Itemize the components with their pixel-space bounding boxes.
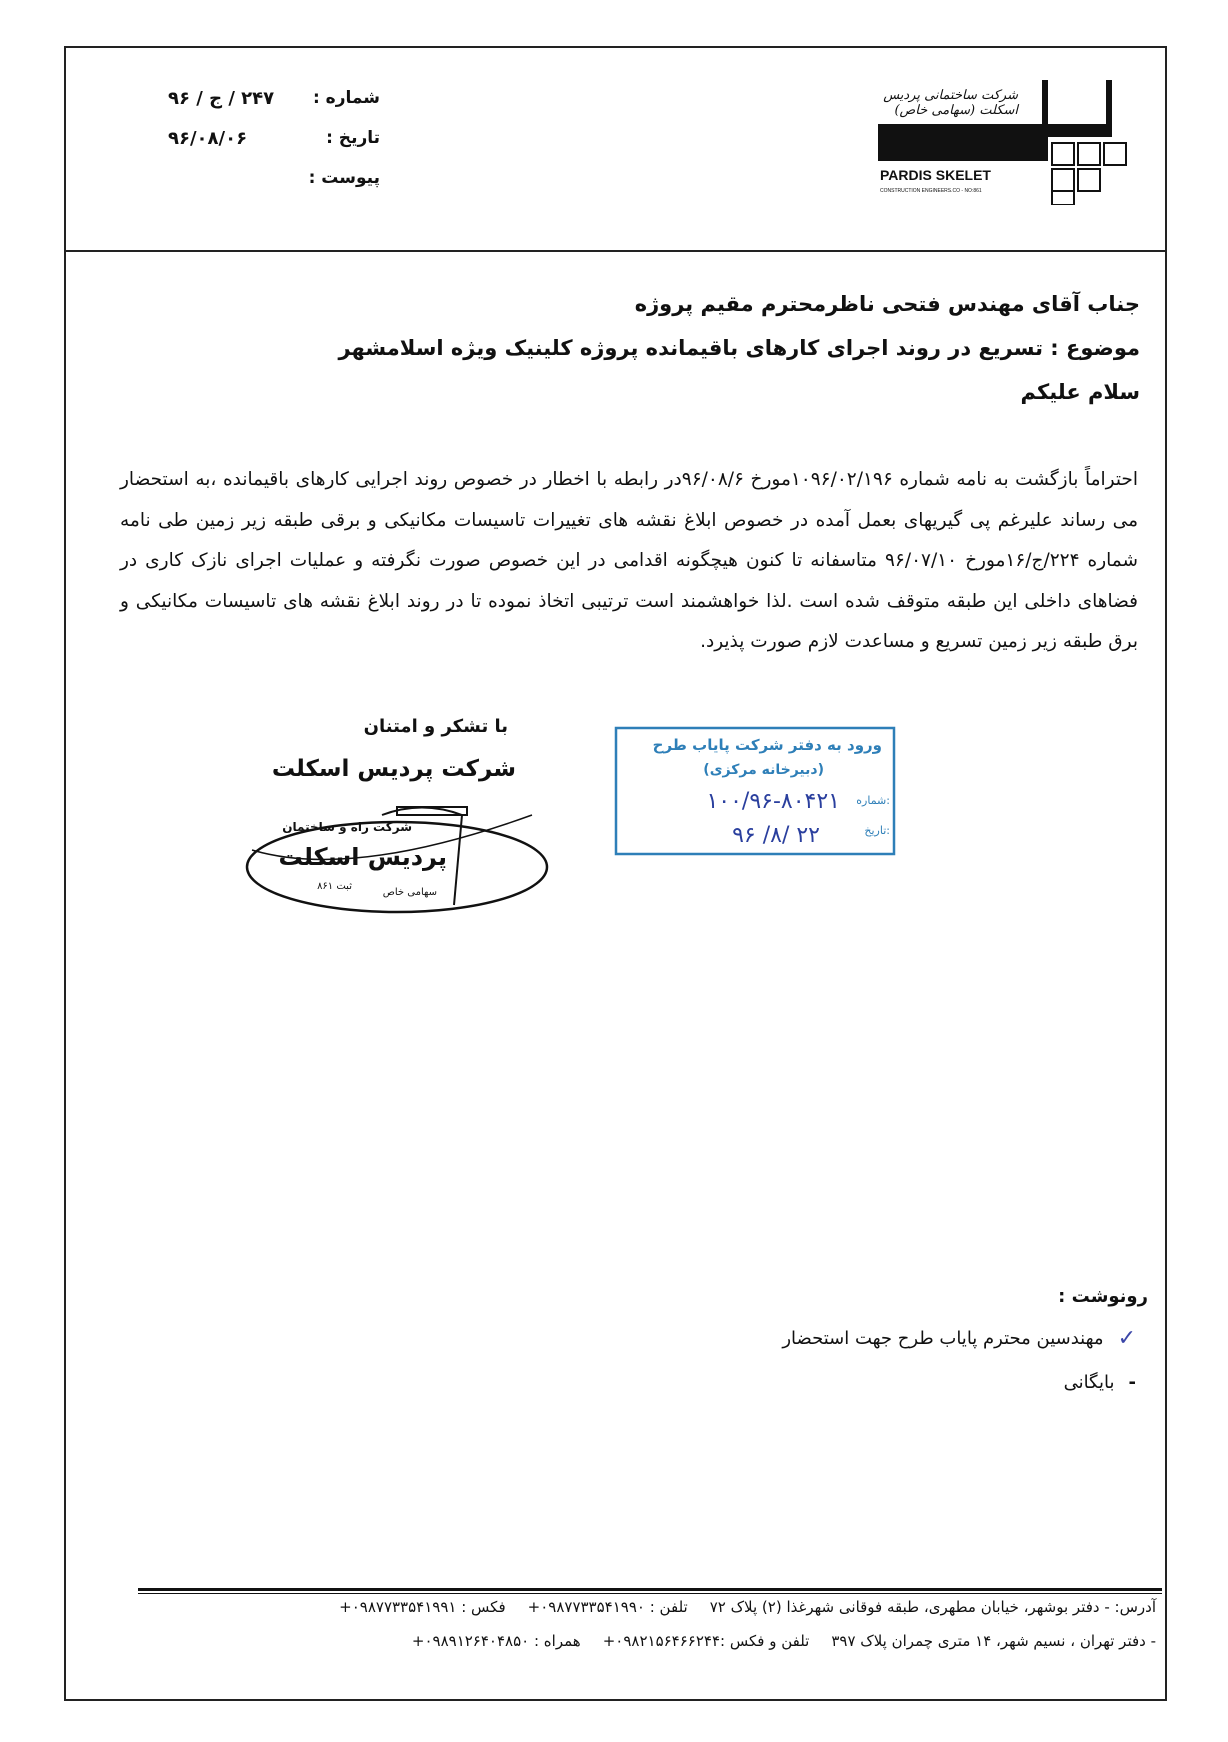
number-row [150, 78, 380, 118]
stamp-line-1: ورود به دفتر شرکت پایاب طرح [652, 736, 882, 754]
checkmark-icon: ✓ [1117, 1326, 1136, 1351]
seal-line-3: سهامی خاص [382, 887, 437, 898]
seal-line-1: شرکت راه و ساختمان [282, 820, 412, 834]
cc-item [1064, 1372, 1136, 1393]
stamp-date-label: تاریخ: [864, 824, 890, 837]
date-label: تاریخ : [326, 128, 380, 148]
received-stamp-icon [614, 726, 896, 856]
attachment-row [150, 158, 380, 198]
attachment-label: پیوست : [308, 168, 380, 188]
cc-item-text: بایگانی [1063, 1372, 1115, 1393]
signatory-name: شرکت پردیس اسکلت [271, 756, 516, 782]
footer-fax-1: فکس : ۰۹۸۷۷۳۳۵۴۱۹۹۱+ [339, 1598, 506, 1616]
body-text: احتراماً بازگشت به نامه شماره ۱۰۹۶/۰۲/۱۹۶مورخ ۹۶/۰۸/۶در رابطه با اخطار در خصوص روند اجرایی کارهای باقیمانده ،به استحضار می رساند علیرغم پی گیریهای بعمل آمده در خصوص ابلاغ نقشه های تغییرات تاسیسات مکانیکی و برقی طبقه زیر زمین طی نامه شماره ۲۲۴/ج/۱۶مورخ ۹۶/۰۷/۱۰ متاسفانه تا کنون هیچگونه اقدامی در این خصوص صورت نگرفته و عملیات اجرای نازک کاری در فضاهای داخلی این طبقه متوقف شده است .لذا خواهشمند است ترتیبی اتخاذ نموده تا در روند ابلاغ نقشه های تاسیسات مکانیکی و برق طبقه زیر زمین تسریع و مساعدت لازم صورت پذیرد. [120, 469, 1139, 652]
company-logo [868, 80, 1130, 205]
stamp-number-label: شماره: [856, 794, 890, 807]
logo-mark-icon [868, 80, 1130, 205]
footer-tel-1: تلفن : ۰۹۸۷۷۳۳۵۴۱۹۹۰+ [527, 1598, 688, 1616]
greeting-line: سلام علیکم [1020, 380, 1140, 404]
company-seal-icon [232, 795, 562, 920]
stamp-line-2: (دبیرخانه مرکزی) [703, 762, 824, 778]
footer-mobile-2: همراه : ۰۹۸۹۱۲۶۴۰۴۸۵۰+ [411, 1632, 581, 1650]
header-divider [66, 250, 1166, 252]
date-value: ۹۶/۰۸/۰۶ [168, 127, 248, 149]
seal-line-2: پردیس اسکلت [278, 843, 447, 871]
cc-title: رونوشت : [1058, 1286, 1148, 1307]
addressee-line: جناب آقای مهندس فتحی ناظرمحترم مقیم پروژه [634, 292, 1140, 316]
cc-item [782, 1326, 1136, 1351]
footer-address-1: آدرس: - دفتر بوشهر، خیابان مطهری، طبقه فوقانی شهرغذا (۲) پلاک ۷۲ [709, 1598, 1156, 1616]
logo-name: PARDIS SKELET [880, 167, 991, 183]
logo-script-text: شرکت ساختمانی پردیس اسکلت (سهامی خاص) [883, 88, 1018, 118]
stamp-number-value: ۱۰۰/۹۶-۸۰۴۲۱ [706, 789, 840, 814]
footer-tehran-line [116, 1632, 1156, 1650]
footer-telfax-2: تلفن و فکس :۰۹۸۲۱۵۶۴۶۶۲۴۴+ [602, 1632, 810, 1650]
footer-divider [138, 1588, 1162, 1591]
logo-tagline: CONSTRUCTION ENGINEERS.CO - NO:861 [880, 188, 982, 194]
bullet-dash-icon: - [1128, 1372, 1136, 1393]
body-paragraph [120, 460, 1138, 663]
number-label: شماره : [312, 88, 380, 108]
reference-block [150, 78, 380, 198]
footer-divider-thin [138, 1593, 1162, 1594]
cc-item-text: مهندسین محترم پایاب طرح جهت استحضار [782, 1328, 1104, 1349]
closing-line: با تشکر و امتنان [363, 716, 508, 737]
date-row [150, 118, 380, 158]
seal-line-4: ثبت ۸۶۱ [317, 881, 352, 892]
footer-bushehr-line [116, 1598, 1156, 1616]
stamp-date-value: ۹۶ /۸/ ۲۲ [732, 823, 820, 848]
number-value: ۲۴۷ / ج / ۹۶ [168, 87, 275, 109]
footer-address-2: - دفتر تهران ، نسیم شهر، ۱۴ متری چمران پلاک ۳۹۷ [831, 1632, 1156, 1650]
subject-line: موضوع : تسریع در روند اجرای کارهای باقیمانده پروژه کلینیک ویژه اسلامشهر [338, 336, 1140, 360]
